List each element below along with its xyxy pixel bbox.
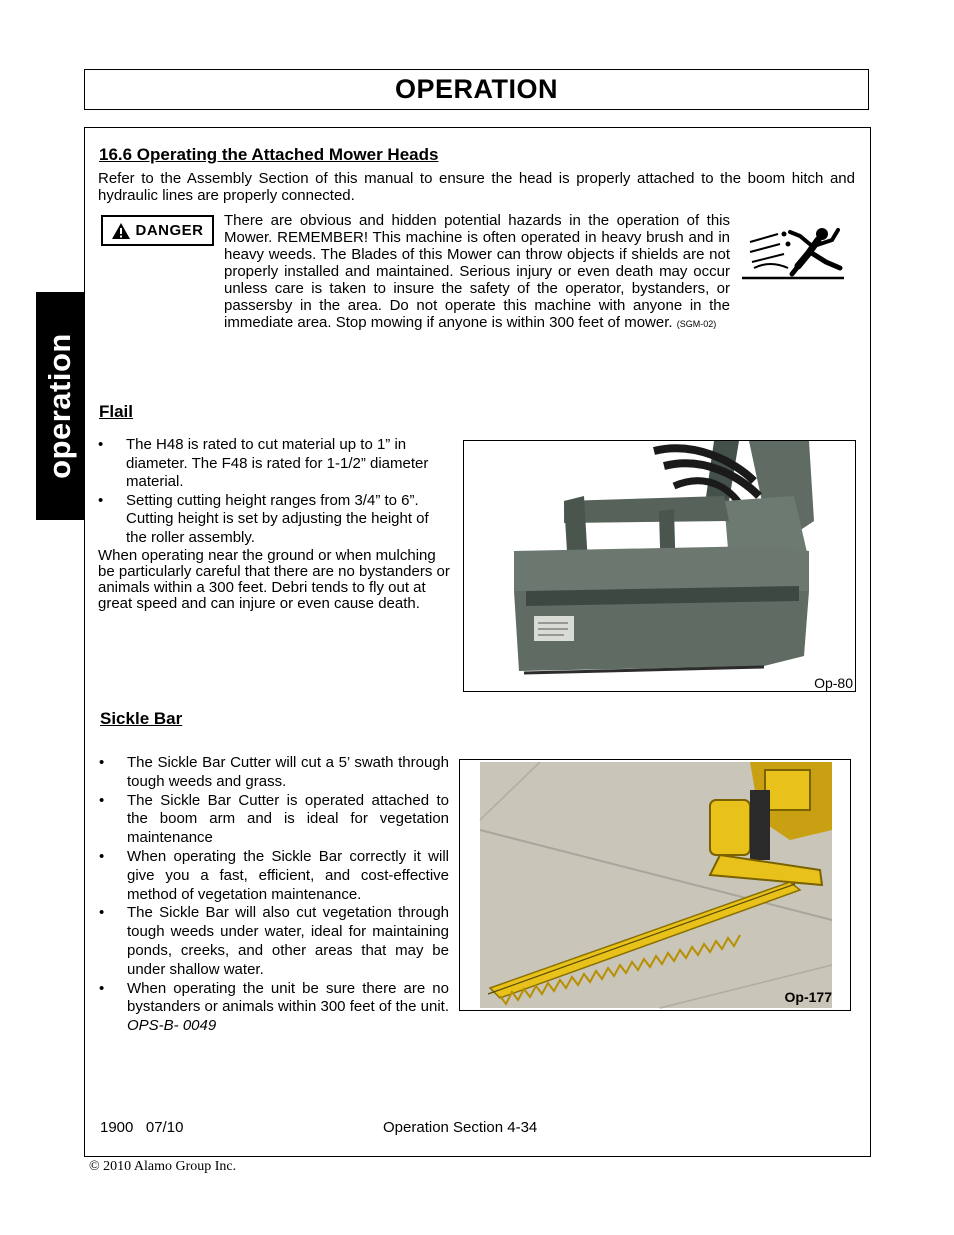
list-item: • The Sickle Bar will also cut vegetation through tough weeds under water, ideal for maintaining ponds, creeks, and other areas that may be under shallow water. (99, 904, 449, 978)
thrown-object-hazard-icon (740, 222, 846, 282)
sickle-bullet-3: When operating the Sickle Bar correctly it will give you a fast, efficient, and cost-effective method of vegetation maintenance. (127, 847, 449, 903)
danger-text (224, 212, 730, 333)
footer-copyright: © 2010 Alamo Group Inc. (89, 1159, 237, 1174)
sickle-heading: Sickle Bar (100, 709, 183, 728)
flail-text-block (98, 436, 450, 612)
sickle-photo-caption: Op-177 (784, 989, 832, 1005)
section-intro: Refer to the Assembly Section of this manual to ensure the head is properly attached to the boom hitch and hydraulic lines are properly connected. (98, 170, 855, 204)
sickle-bullet-1: The Sickle Bar Cutter will cut a 5’ swath through tough weeds and grass. (127, 754, 449, 790)
flail-photo-frame (463, 440, 856, 692)
side-tab (36, 292, 84, 520)
sickle-photo-frame (459, 759, 851, 1011)
danger-code: (SGM-02) (676, 319, 717, 329)
side-tab-label: operation (42, 333, 77, 479)
sickle-bullet-2: The Sickle Bar Cutter is operated attached to the boom arm and is ideal for vegetation maintenance (127, 791, 449, 847)
sickle-bar-photo (460, 760, 850, 1010)
danger-badge (101, 215, 214, 246)
list-item: • When operating the Sickle Bar correctly it will give you a fast, efficient, and cost-effective method of vegetation maintenance. (99, 847, 449, 903)
warning-triangle-icon (111, 222, 131, 240)
sickle-text-block (99, 754, 449, 1036)
sickle-code: OPS-B- 0049 (127, 1017, 217, 1035)
flail-paragraph: When operating near the ground or when mulching be particularly careful that there are no bystanders or animals within a 300 feet. Debri tends to fly out at great speed and can injure or even cause death. (98, 547, 450, 612)
footer-section-page: Operation Section 4-34 (383, 1119, 538, 1136)
flail-photo-caption: Op-80 (814, 675, 853, 691)
danger-message: There are obvious and hidden potential hazards in the operation of this Mower. REMEMBER! This machine is often operated in heavy brush and in heavy weeds. The Blades of this Mower can throw objects if shields are not properly installed and maintained. Serious injury or even death may occur unless care is taken to insure the safety of the operator, bystanders, or passersby in the area. Do not operate this machine with anyone in the immediate area. Stop mowing if anyone is within 300 feet of mower. (224, 212, 730, 331)
flail-bullet-1: The H48 is rated to cut material up to 1” in diameter. The F48 is rated for 1-1/2” diameter material. (126, 436, 429, 490)
list-item: • The Sickle Bar Cutter will cut a 5’ swath through tough weeds and grass. (99, 754, 449, 790)
flail-heading: Flail (99, 402, 134, 421)
footer-model-date: 1900 07/10 (100, 1119, 184, 1136)
sickle-bullet-4: The Sickle Bar will also cut vegetation through tough weeds under water, ideal for maintaining ponds, creeks, and other areas that may be under shallow water. (127, 904, 449, 978)
danger-label: DANGER (135, 222, 204, 239)
page-header (84, 69, 869, 110)
list-item: • The Sickle Bar Cutter is operated attached to the boom arm and is ideal for vegetation maintenance (99, 791, 449, 847)
sickle-bullet-5: When operating the unit be sure there are no bystanders or animals within 300 feet of the unit. (127, 979, 449, 1016)
list-item: • When operating the unit be sure there are no bystanders or animals within 300 feet of the unit. OPS-B- 0049 (99, 979, 449, 1035)
flail-bullet-list (98, 436, 450, 547)
flail-bullet-2: Setting cutting height ranges from 3/4” to 6”. Cutting height is set by adjusting the height of the roller assembly. (126, 491, 429, 546)
list-item: • The H48 is rated to cut material up to 1” in diameter. The F48 is rated for 1-1/2” diameter material. (98, 436, 429, 490)
list-item: • Setting cutting height ranges from 3/4” to 6”. Cutting height is set by adjusting the height of the roller assembly. (98, 491, 429, 546)
flail-mower-photo (464, 441, 855, 691)
page-title: OPERATION (394, 74, 558, 104)
sickle-bullet-list (99, 754, 449, 1036)
section-title: 16.6 Operating the Attached Mower Heads (99, 145, 439, 164)
